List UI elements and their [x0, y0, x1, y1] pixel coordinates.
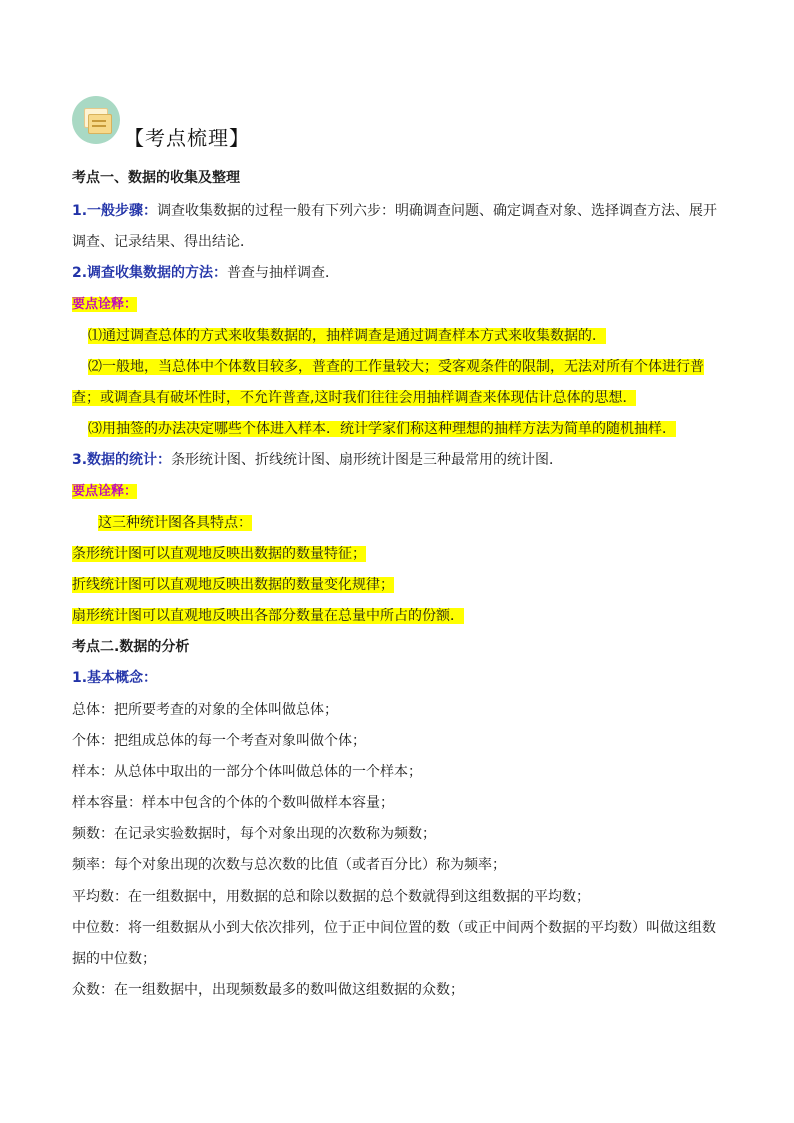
methods-text: 普查与抽样调查． — [227, 265, 340, 281]
def-frequency: 频数：在记录实验数据时，每个对象出现的次数称为频数； — [72, 826, 436, 842]
def-relative-frequency: 频率：每个对象出现的次数与总次数的比值（或者百分比）称为频率； — [72, 857, 506, 873]
note1-row — [72, 294, 137, 315]
note1-p1-row — [88, 326, 606, 346]
def-sample: 样本：从总体中取出的一部分个体叫做总体的一个样本； — [72, 764, 422, 780]
note1-p3-row — [88, 419, 676, 439]
note2-l2-row — [72, 575, 394, 595]
steps-text-cont: 调查、记录结果、得出结论． — [72, 234, 254, 250]
concepts-row — [72, 668, 157, 688]
section1-heading: 考点一、数据的收集及整理 — [72, 170, 240, 186]
paragraph-steps — [72, 201, 717, 221]
note2-intro-row — [98, 513, 252, 533]
def-sample-size: 样本容量：样本中包含的个体的个数叫做样本容量； — [72, 795, 394, 811]
methods-label: 2.调查收集数据的方法： — [72, 265, 228, 281]
note1-p2a: ⑵一般地，当总体中个体数目较多，普查的工作量较大；受客观条件的限制，无法对所有个体进行普 — [88, 359, 704, 375]
stats-text: 条形统计图、折线统计图、扇形统计图是三种最常用的统计图． — [171, 452, 564, 468]
steps-text: 调查收集数据的过程一般有下列六步：明确调查问题、确定调查对象、选择调查方法、展开 — [157, 203, 718, 219]
note2-l1: 条形统计图可以直观地反映出数据的数量特征； — [72, 546, 366, 562]
note2-label: 要点诠释： — [72, 484, 138, 499]
note1-p2b: 查；或调查具有破坏性时，不允许普查,这时我们往往会用抽样调查来体现估计总体的思想． — [72, 390, 637, 406]
def-population: 总体：把所要考查的对象的全体叫做总体； — [72, 702, 338, 718]
note2-l3-row — [72, 606, 464, 626]
def-mean: 平均数：在一组数据中，用数据的总和除以数据的总个数就得到这组数据的平均数； — [72, 889, 590, 905]
note2-row — [72, 481, 137, 502]
note1-p3: ⑶用抽签的办法决定哪些个体进入样本．统计学家们称这种理想的抽样方法为简单的随机抽样． — [88, 421, 676, 437]
def-mode: 众数：在一组数据中，出现频数最多的数叫做这组数据的众数； — [72, 982, 464, 998]
paragraph-methods — [72, 263, 339, 283]
steps-label: 1.一般步骤： — [72, 203, 158, 219]
note2-l1-row — [72, 544, 366, 564]
paragraph-stats — [72, 450, 563, 470]
note2-l3: 扇形统计图可以直观地反映出各部分数量在总量中所占的份额． — [72, 608, 464, 624]
note1-p2a-row — [88, 357, 704, 377]
notes-icon — [72, 96, 120, 144]
def-individual: 个体：把组成总体的每一个考查对象叫做个体； — [72, 733, 366, 749]
stats-label: 3.数据的统计： — [72, 452, 172, 468]
note1-p2b-row — [72, 388, 636, 408]
concepts-label: 1.基本概念： — [72, 670, 158, 686]
note2-intro: 这三种统计图各具特点： — [98, 515, 252, 531]
section2-heading: 考点二.数据的分析 — [72, 639, 190, 655]
note1-p1: ⑴通过调查总体的方式来收集数据的，抽样调查是通过调查样本方式来收集数据的． — [88, 328, 606, 344]
def-median-cont: 据的中位数； — [72, 951, 156, 967]
note2-l2: 折线统计图可以直观地反映出数据的数量变化规律； — [72, 577, 394, 593]
def-median: 中位数：将一组数据从小到大依次排列，位于正中间位置的数（或正中间两个数据的平均数）叫做这组数 — [72, 920, 716, 936]
note1-label: 要点诠释： — [72, 297, 138, 312]
page-title: 【考点梳理】 — [124, 126, 250, 150]
